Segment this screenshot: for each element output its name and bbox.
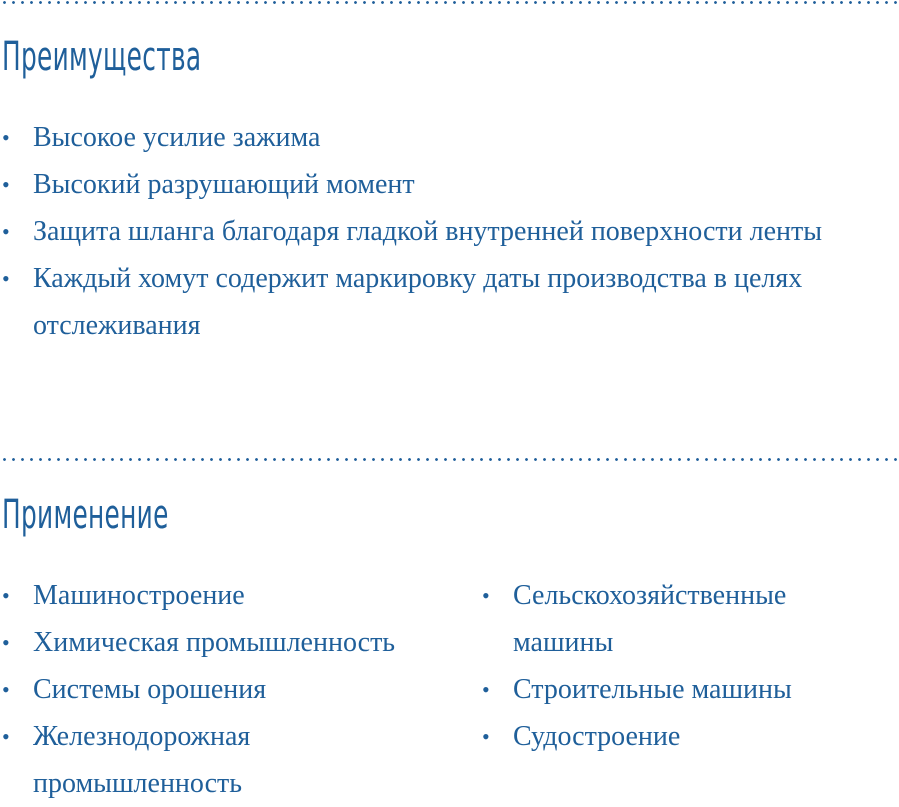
list-item-text: Сельскохозяйственные машины xyxy=(513,580,787,658)
bullet-icon: • xyxy=(2,172,10,197)
advantages-list xyxy=(0,114,899,349)
list-item-text: Высокое усилие зажима xyxy=(33,122,321,153)
list-item-text: Железнодорожная промышленность xyxy=(33,721,251,799)
list-item-text: Химическая промышленность xyxy=(33,627,396,658)
applications-list-left xyxy=(0,572,450,807)
applications-heading: Применение xyxy=(2,492,169,538)
list-item xyxy=(0,666,450,713)
list-item xyxy=(0,572,450,619)
list-item-text: Машиностроение xyxy=(33,580,245,611)
bullet-icon: • xyxy=(2,219,10,244)
list-item-text: Системы орошения xyxy=(33,674,267,705)
bullet-icon: • xyxy=(2,583,10,608)
list-item-text: Защита шланга благодаря гладкой внутренней поверхности ленты xyxy=(33,216,823,247)
list-item-text: Строительные машины xyxy=(513,674,792,705)
list-item xyxy=(480,572,813,666)
bullet-icon: • xyxy=(2,125,10,150)
list-item xyxy=(0,114,899,161)
list-item xyxy=(0,208,899,255)
bullet-icon: • xyxy=(2,724,10,749)
list-item-text: Каждый хомут содержит маркировку даты производства в целях отслеживания xyxy=(33,263,803,341)
list-item xyxy=(480,666,840,713)
bullet-icon: • xyxy=(482,583,490,608)
list-item-text: Высокий разрушающий момент xyxy=(33,169,415,200)
list-item-text: Судостроение xyxy=(513,721,681,752)
advantages-heading: Преимущества xyxy=(2,34,202,80)
middle-dotted-divider xyxy=(0,458,899,461)
list-item xyxy=(0,255,863,349)
applications-list-right xyxy=(480,572,840,760)
bullet-icon: • xyxy=(482,677,490,702)
list-item xyxy=(480,713,840,760)
bullet-icon: • xyxy=(482,724,490,749)
list-item xyxy=(0,161,899,208)
bullet-icon: • xyxy=(2,266,10,291)
top-dotted-divider xyxy=(0,1,899,4)
list-item xyxy=(0,619,450,666)
bullet-icon: • xyxy=(2,630,10,655)
list-item xyxy=(0,713,323,807)
bullet-icon: • xyxy=(2,677,10,702)
